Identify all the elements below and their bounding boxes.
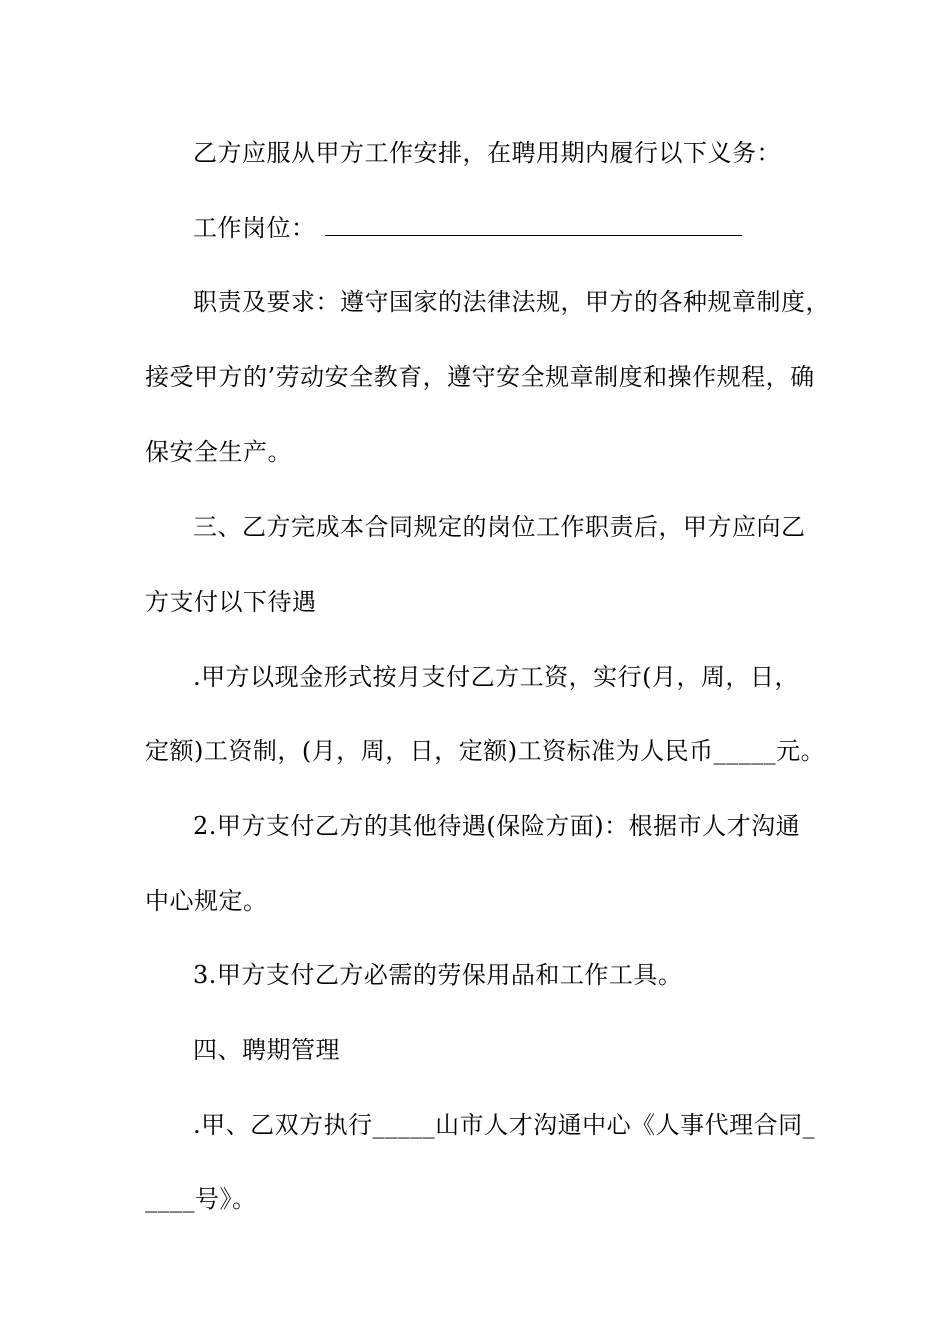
job-position-blank-line bbox=[325, 235, 742, 236]
equipment-clause: 3.甲方支付乙方必需的劳保用品和工作工具。 bbox=[193, 961, 683, 989]
benefits-clause-line-1: 2.甲方支付乙方的其他待遇(保险方面)：根据市人才沟通 bbox=[193, 812, 801, 840]
section-three-heading-line-1: 三、乙方完成本合同规定的岗位工作职责后，甲方应向乙 bbox=[193, 513, 806, 541]
duties-line-2: 接受甲方的’劳动安全教育，遵守安全规章制度和操作规程，确 bbox=[145, 363, 815, 391]
section-three-heading-line-2: 方支付以下待遇 bbox=[145, 588, 317, 616]
contract-clause-line-1: .甲、乙双方执行_____山市人才沟通中心《人事代理合同_ bbox=[193, 1111, 816, 1139]
contract-clause-line-2: ____号》。 bbox=[145, 1185, 257, 1213]
job-position-label: 工作岗位： bbox=[193, 214, 316, 242]
duties-line-3: 保安全生产。 bbox=[145, 438, 292, 466]
salary-clause-line-1: .甲方以现金形式按月支付乙方工资，实行(月，周，日， bbox=[193, 663, 799, 691]
section-four-heading: 四、聘期管理 bbox=[193, 1036, 340, 1064]
paragraph-obligations-intro: 乙方应服从甲方工作安排，在聘用期内履行以下义务： bbox=[193, 139, 781, 167]
duties-line-1: 职责及要求：遵守国家的法律法规，甲方的各种规章制度， bbox=[193, 288, 830, 316]
salary-clause-line-2: 定额)工资制，(月，周，日，定额)工资标准为人民币_____元。 bbox=[145, 737, 826, 765]
benefits-clause-line-2: 中心规定。 bbox=[145, 887, 268, 915]
